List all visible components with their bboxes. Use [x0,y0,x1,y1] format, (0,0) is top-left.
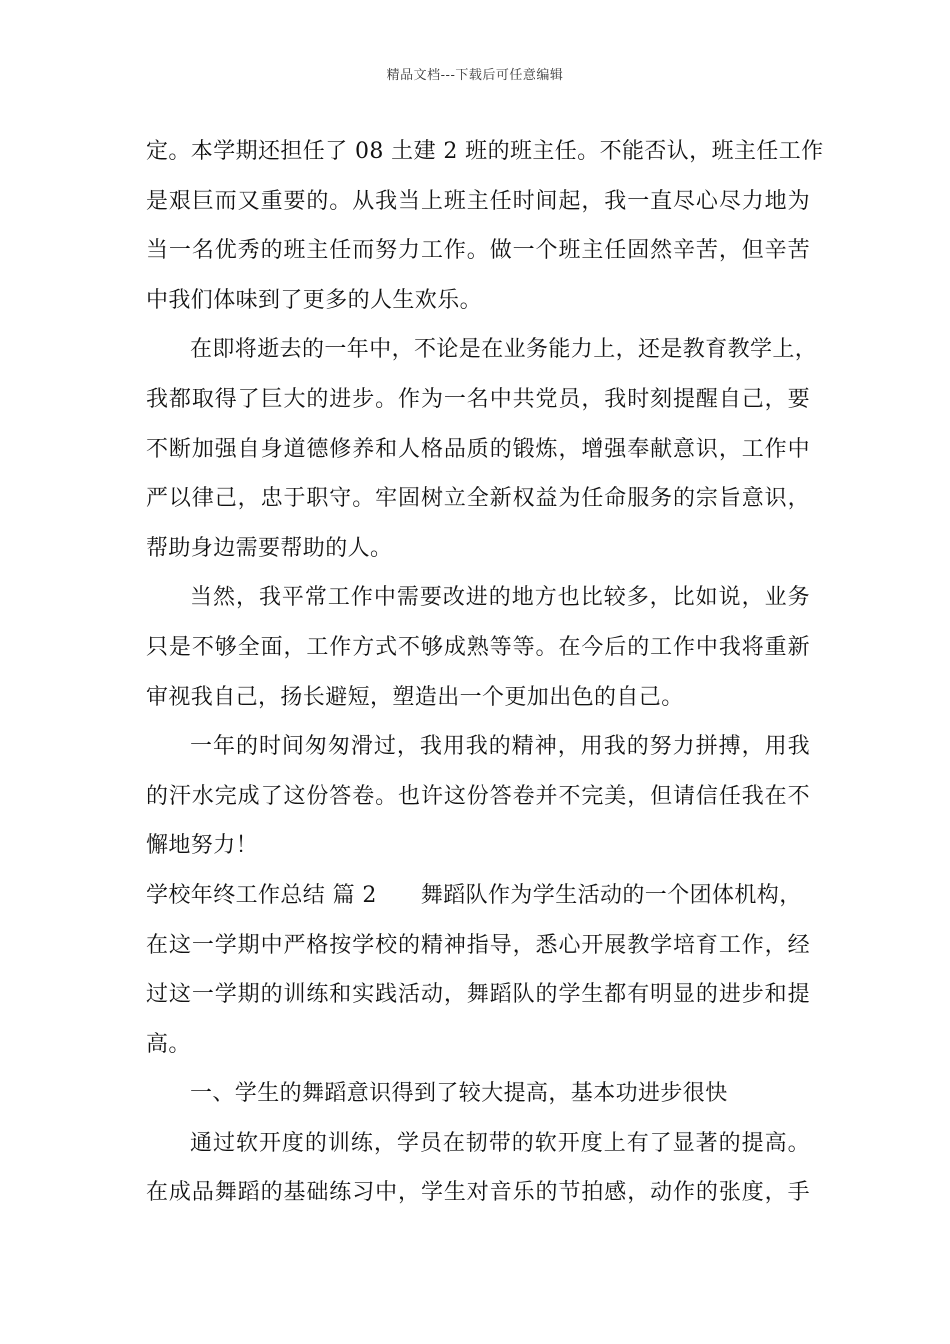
text-line: 严以律己，忠于职守。牢固树立全新权益为任命服务的宗旨意识， [146,486,810,512]
text-line: 中我们体味到了更多的人生欢乐。 [146,287,483,313]
text-line: 当然，我平常工作中需要改进的地方也比较多，比如说，业务 [190,585,810,611]
text-line: 只是不够全面，工作方式不够成熟等等。在今后的工作中我将重新 [146,634,810,660]
section-title: 学校年终工作总结 篇 2 [146,882,377,908]
text-line: 是艰巨而又重要的。从我当上班主任时间起，我一直尽心尽力地为 [146,188,810,214]
page-header: 精品文档---下载后可任意编辑 [386,68,564,83]
text-line: 一年的时间匆匆滑过，我用我的精神，用我的努力拼搏，用我 [190,734,810,760]
text-line: 帮助身边需要帮助的人。 [146,535,393,561]
text-line: 审视我自己，扬长避短，塑造出一个更加出色的自己。 [146,684,684,710]
text-line: 我都取得了巨大的进步。作为一名中共党员，我时刻提醒自己，要 [146,386,810,412]
text-line: 一、学生的舞蹈意识得到了较大提高，基本功进步很快 [190,1081,728,1107]
document-body [146,127,824,1218]
text-line: 在即将逝去的一年中，不论是在业务能力上，还是教育教学上， [190,337,818,363]
text-line: 当一名优秀的班主任而努力工作。做一个班主任固然辛苦，但辛苦 [146,238,810,264]
text-line: 的汗水完成了这份答卷。也许这份答卷并不完美，但请信任我在不 [146,783,810,809]
text-line: 高。 [146,1031,191,1057]
text-line: 通过软开度的训练，学员在韧带的软开度上有了显著的提高。 [190,1130,810,1156]
text-line: 定。本学期还担任了 08 土建 2 班的班主任。不能否认，班主任工作 [146,139,824,164]
text-line: 不断加强自身道德修养和人格品质的锻炼，增强奉献意识，工作中 [146,436,810,462]
text-line: 在成品舞蹈的基础练习中，学生对音乐的节拍感，动作的张度，手 [146,1180,810,1206]
text-line: 在这一学期中严格按学校的精神指导，悉心开展教学培育工作，经 [146,932,810,958]
text-line: 过这一学期的训练和实践活动，舞蹈队的学生都有明显的进步和提 [146,982,810,1008]
section-heading-line [146,871,810,921]
section-text: 舞蹈队作为学生活动的一个团体机构， [420,882,802,908]
text-line: 懈地努力！ [146,833,259,859]
